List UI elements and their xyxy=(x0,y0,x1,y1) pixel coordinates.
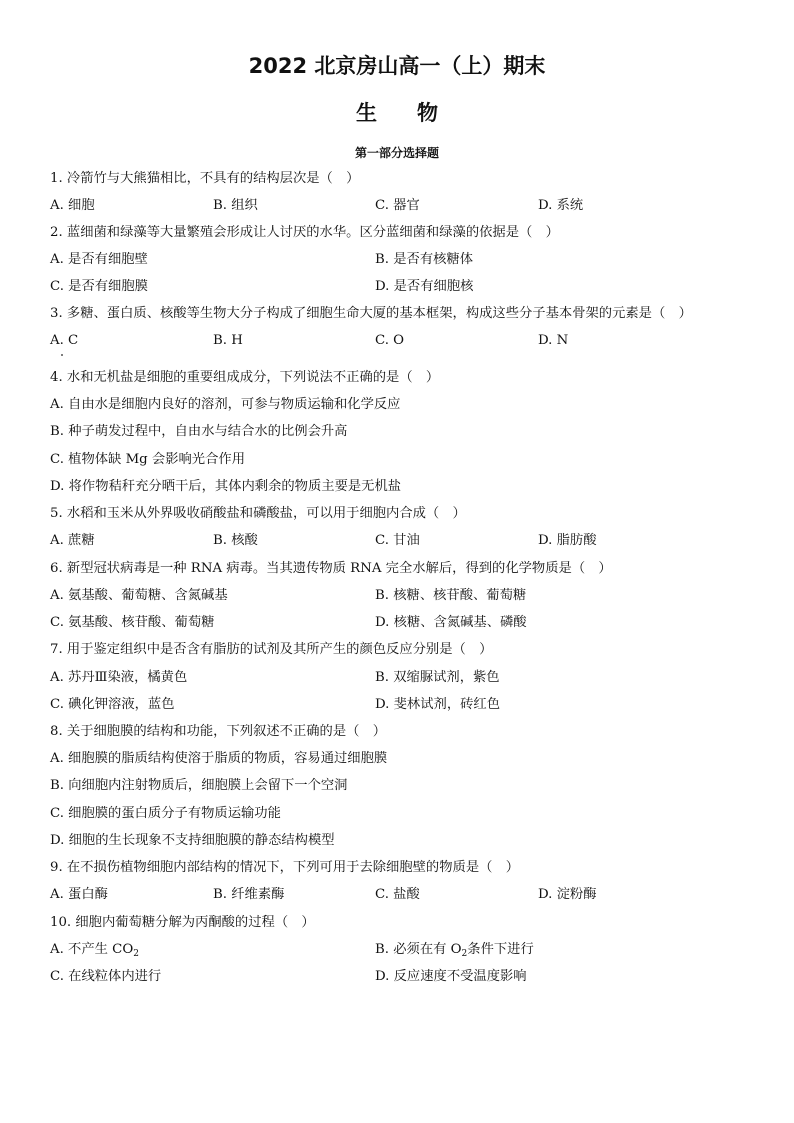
option-c: C. 细胞膜的蛋白质分子有物质运输功能 xyxy=(50,806,281,821)
option-d: D. 是否有细胞核 xyxy=(375,279,474,294)
option-d: D. 核糖、含氮碱基、磷酸 xyxy=(375,615,527,630)
question-stem: 2. 蓝细菌和绿藻等大量繁殖会形成让人讨厌的水华。区分蓝细菌和绿藻的依据是（ ） xyxy=(50,225,559,240)
option-a: A. 蔗糖 xyxy=(50,533,95,548)
question-stem: 9. 在不损伤植物细胞内部结构的情况下，下列可用于去除细胞壁的物质是（ ） xyxy=(50,860,520,875)
option-c: C. 氨基酸、核苷酸、葡萄糖 xyxy=(50,615,215,630)
question-stem: 1. 冷箭竹与大熊猫相比，不具有的结构层次是（ ） xyxy=(50,171,360,186)
option-d: D. 斐林试剂，砖红色 xyxy=(375,697,501,712)
option-c: C. O xyxy=(375,333,405,348)
question-stem: 4. 水和无机盐是细胞的重要组成成分，下列说法不正确的是（ ） xyxy=(50,370,440,385)
option-b: B. 核酸 xyxy=(213,533,258,548)
question-stem: 10. 细胞内葡萄糖分解为丙酮酸的过程（ ） xyxy=(50,915,315,930)
question-stem: 6. 新型冠状病毒是一种 RNA 病毒。当其遗传物质 RNA 完全水解后，得到的化学物质是（ ） xyxy=(50,561,612,576)
option-d: D. 系统 xyxy=(538,198,584,213)
option-c: C. 器官 xyxy=(375,198,420,213)
option-b-text: B. 必须在有 O xyxy=(375,942,462,957)
option-a: A. 氨基酸、葡萄糖、含氮碱基 xyxy=(50,588,228,603)
option-a: A. 细胞 xyxy=(50,198,95,213)
subject-title: 生物 xyxy=(356,101,478,125)
option-b: B. 双缩脲试剂，紫色 xyxy=(375,670,500,685)
option-c: C. 植物体缺 Mg 会影响光合作用 xyxy=(50,452,245,467)
option-b: B. 向细胞内注射物质后，细胞膜上会留下一个空洞 xyxy=(50,778,348,793)
option-c: C. 碘化钾溶液，蓝色 xyxy=(50,697,175,712)
question-stem: 8. 关于细胞膜的结构和功能，下列叙述不正确的是（ ） xyxy=(50,724,387,739)
option-a: A. 自由水是细胞内良好的溶剂，可参与物质运输和化学反应 xyxy=(50,397,401,412)
option-b xyxy=(375,941,534,959)
page-title: 2022 北京房山高一（上）期末 xyxy=(248,54,546,78)
option-a: A. 是否有细胞壁 xyxy=(50,252,148,267)
option-b: B. 组织 xyxy=(213,198,258,213)
option-b: B. 种子萌发过程中，自由水与结合水的比例会升高 xyxy=(50,424,348,439)
o2-subscript: 2 xyxy=(461,949,468,959)
section-heading: 第一部分选择题 xyxy=(354,146,439,160)
option-b: B. 是否有核糖体 xyxy=(375,252,474,267)
option-c: C. 盐酸 xyxy=(375,887,420,902)
option-c: C. 在线粒体内进行 xyxy=(50,969,162,984)
option-a: A. 蛋白酶 xyxy=(50,887,108,902)
option-b: B. H xyxy=(213,333,243,348)
option-a-text: A. 不产生 CO xyxy=(50,942,134,957)
option-a: A. 苏丹Ⅲ染液，橘黄色 xyxy=(50,670,188,685)
option-b-suffix: 条件下进行 xyxy=(467,942,534,957)
option-d: D. 反应速度不受温度影响 xyxy=(375,969,527,984)
option-b: B. 纤维素酶 xyxy=(213,887,285,902)
option-d: D. 细胞的生长现象不支持细胞膜的静态结构模型 xyxy=(50,833,335,848)
option-d: D. N xyxy=(538,333,569,348)
option-b: B. 核糖、核苷酸、葡萄糖 xyxy=(375,588,527,603)
co2-subscript: 2 xyxy=(133,949,139,959)
option-d: D. 将作物秸秆充分晒干后，其体内剩余的物质主要是无机盐 xyxy=(50,479,402,494)
question-stem: 7. 用于鉴定组织中是否含有脂肪的试剂及其所产生的颜色反应分别是（ ） xyxy=(50,642,493,657)
option-d: D. 脂肪酸 xyxy=(538,533,597,548)
option-a: A. C xyxy=(50,333,79,348)
option-a xyxy=(50,941,139,959)
option-d: D. 淀粉酶 xyxy=(538,887,597,902)
option-c: C. 甘油 xyxy=(375,533,420,548)
option-a: A. 细胞膜的脂质结构使溶于脂质的物质，容易通过细胞膜 xyxy=(50,751,388,766)
question-stem: 5. 水稻和玉米从外界吸收硝酸盐和磷酸盐，可以用于细胞内合成（ ） xyxy=(50,506,466,521)
stray-dot xyxy=(61,354,63,356)
question-stem: 3. 多糖、蛋白质、核酸等生物大分子构成了细胞生命大厦的基本框架，构成这些分子基本骨架的元素是（ ） xyxy=(50,306,692,321)
option-c: C. 是否有细胞膜 xyxy=(50,279,148,294)
